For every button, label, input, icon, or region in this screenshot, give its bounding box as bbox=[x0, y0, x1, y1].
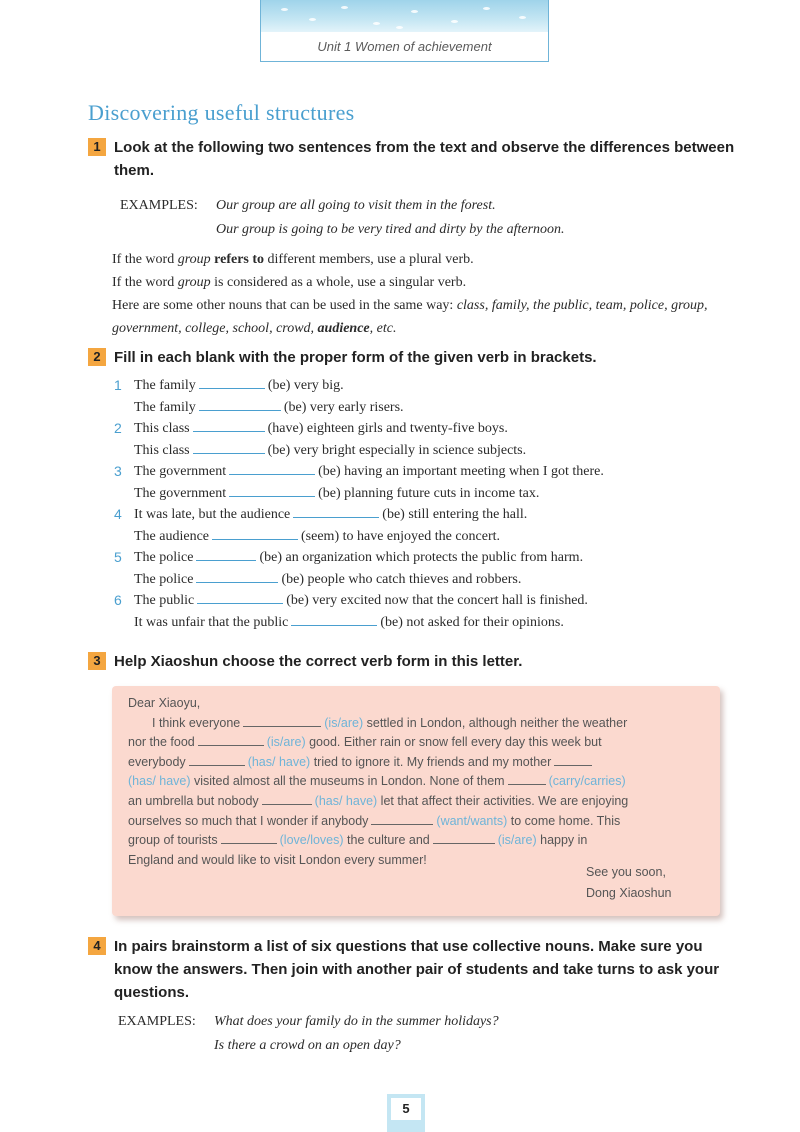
examples-label: EXAMPLES: bbox=[120, 198, 198, 213]
exercise-number: 2 bbox=[114, 420, 122, 436]
answer-blank[interactable] bbox=[199, 397, 281, 411]
text: audience bbox=[317, 321, 370, 336]
section-title: Discovering useful structures bbox=[88, 100, 355, 125]
answer-blank[interactable] bbox=[243, 715, 321, 727]
text: everybody bbox=[128, 754, 186, 769]
exercise-list bbox=[114, 375, 738, 633]
exercise-row bbox=[114, 590, 738, 612]
text: settled in London, although neither the weather bbox=[363, 715, 628, 730]
sentence-end: (be) very big. bbox=[267, 378, 344, 393]
text: Here are some other nouns that can be used in the same way: bbox=[112, 298, 457, 313]
exercise-number bbox=[114, 612, 134, 634]
text: an umbrella but nobody bbox=[128, 793, 259, 808]
verb-option: (want/wants) bbox=[436, 813, 508, 828]
page-number-box bbox=[387, 1094, 425, 1132]
sentence-end: (be) an organization which protects the public from harm. bbox=[259, 550, 584, 565]
sentence-start: It was unfair that the public bbox=[134, 614, 289, 630]
exercise-number: 3 bbox=[114, 463, 122, 479]
text: group of tourists bbox=[128, 833, 218, 848]
text: tried to ignore it. My friends and my mother bbox=[310, 754, 552, 769]
text: visited almost all the museums in London. None of them bbox=[190, 774, 505, 789]
text: let that affect their activities. We are enjoying bbox=[377, 793, 629, 808]
sentence-end: (seem) to have enjoyed the concert. bbox=[301, 528, 501, 544]
text: is considered as a whole, use a singular verb. bbox=[210, 275, 467, 290]
exercise-sentence bbox=[134, 547, 583, 569]
exercise-number bbox=[114, 569, 134, 591]
exercise-sentence bbox=[134, 526, 500, 548]
task-1 bbox=[88, 136, 738, 340]
text: good. Either rain or snow fell every day this week but bbox=[305, 735, 602, 750]
sentence-start: The family bbox=[134, 399, 196, 415]
exercise-sentence bbox=[134, 569, 521, 591]
sentence-start: The public bbox=[134, 593, 195, 608]
exercise-sentence bbox=[134, 461, 604, 483]
exercise-row bbox=[114, 526, 738, 548]
page-number: 5 bbox=[391, 1098, 421, 1120]
exercise-number bbox=[114, 440, 134, 462]
verb-option: (is/are) bbox=[497, 833, 537, 848]
text: the culture and bbox=[343, 833, 430, 848]
text: If the word bbox=[112, 275, 178, 290]
exercise-sentence bbox=[134, 397, 404, 419]
unit-title: Unit 1 Women of achievement bbox=[317, 39, 492, 54]
answer-blank[interactable] bbox=[196, 547, 256, 561]
sentence-start: This class bbox=[134, 421, 190, 436]
signature: Dong Xiaoshun bbox=[586, 886, 672, 900]
closing: See you soon, bbox=[586, 865, 666, 879]
exercise-number bbox=[114, 526, 134, 548]
letter-card bbox=[112, 686, 720, 916]
exercise-number bbox=[114, 483, 134, 505]
exercise-row bbox=[114, 375, 738, 397]
answer-blank[interactable] bbox=[229, 461, 315, 475]
exercise-row bbox=[114, 483, 738, 505]
text: class, family, the public, team, police, group, government, college, school, crowd, bbox=[112, 298, 708, 336]
sentence-end: (be) still entering the hall. bbox=[382, 507, 528, 522]
verb-option: (has/ have) bbox=[247, 754, 311, 769]
exercise-number bbox=[114, 397, 134, 419]
answer-blank[interactable] bbox=[196, 569, 278, 583]
unit-header bbox=[260, 0, 549, 62]
examples bbox=[118, 1010, 738, 1058]
sentence-start: It was late, but the audience bbox=[134, 507, 291, 522]
header-water-image bbox=[261, 0, 548, 32]
exercise-sentence bbox=[134, 440, 526, 462]
examples bbox=[120, 194, 738, 242]
answer-blank[interactable] bbox=[189, 754, 245, 766]
exercise-sentence bbox=[134, 590, 588, 612]
text: nor the food bbox=[128, 735, 195, 750]
text: I think everyone bbox=[152, 715, 241, 730]
text: to come home. This bbox=[507, 813, 621, 828]
text: different members, use a plural verb. bbox=[264, 252, 474, 267]
exercise-sentence bbox=[134, 418, 508, 440]
example-sentence: Is there a crowd on an open day? bbox=[214, 1038, 401, 1053]
text: happy in bbox=[536, 833, 588, 848]
answer-blank[interactable] bbox=[371, 813, 433, 825]
sentence-end: (be) very excited now that the concert hall is finished. bbox=[286, 593, 588, 608]
exercise-number: 5 bbox=[114, 549, 122, 565]
exercise-row bbox=[114, 612, 738, 634]
text: ourselves so much that I wonder if anybody bbox=[128, 813, 369, 828]
task-2 bbox=[88, 346, 738, 633]
verb-option: (is/are) bbox=[266, 735, 306, 750]
answer-blank[interactable] bbox=[198, 734, 264, 746]
sentence-start: The family bbox=[134, 378, 196, 393]
task-instruction: Help Xiaoshun choose the correct verb form in this letter. bbox=[114, 653, 523, 670]
exercise-row bbox=[114, 569, 738, 591]
exercise-sentence bbox=[134, 375, 344, 397]
exercise-row bbox=[114, 440, 738, 462]
task-3 bbox=[88, 650, 738, 673]
verb-option: (carry/carries) bbox=[548, 774, 626, 789]
letter-signoff bbox=[586, 862, 671, 904]
task-instruction: In pairs brainstorm a list of six questions that use collective nouns. Make sure you know the answers. Then join with another pair of students and take turns to ask your questions. bbox=[114, 938, 720, 1001]
exercise-sentence bbox=[134, 504, 527, 526]
sentence-start: The police bbox=[134, 550, 194, 565]
exercise-row bbox=[114, 397, 738, 419]
exercise-number: 4 bbox=[114, 506, 122, 522]
sentence-start: The government bbox=[134, 464, 227, 479]
example-sentence: Our group are all going to visit them in the forest. bbox=[216, 198, 496, 213]
answer-blank[interactable] bbox=[433, 832, 495, 844]
sentence-end: (be) having an important meeting when I got there. bbox=[318, 464, 604, 479]
answer-blank[interactable] bbox=[262, 793, 312, 805]
text: , etc. bbox=[369, 321, 397, 336]
answer-blank[interactable] bbox=[293, 504, 379, 518]
sentence-end: (be) very bright especially in science subjects. bbox=[267, 442, 527, 458]
sentence-end: (be) not asked for their opinions. bbox=[380, 614, 564, 630]
sentence-end: (be) people who catch thieves and robbers. bbox=[281, 571, 522, 587]
answer-blank[interactable] bbox=[199, 375, 265, 389]
task-4 bbox=[88, 935, 738, 1058]
task-number: 4 bbox=[88, 937, 106, 955]
text: If the word bbox=[112, 252, 178, 267]
exercise-number: 1 bbox=[114, 377, 122, 393]
text: refers to bbox=[214, 252, 265, 267]
text: group bbox=[177, 275, 211, 290]
verb-option: (love/loves) bbox=[279, 833, 344, 848]
answer-blank[interactable] bbox=[193, 440, 265, 454]
text: England and would like to visit London every summer! bbox=[128, 852, 427, 867]
exercise-row bbox=[114, 418, 738, 440]
answer-blank[interactable] bbox=[193, 418, 265, 432]
example-sentence: Our group is going to be very tired and dirty by the afternoon. bbox=[216, 222, 565, 237]
verb-option: (has/ have) bbox=[314, 793, 378, 808]
task-number: 3 bbox=[88, 652, 106, 670]
sentence-start: This class bbox=[134, 442, 190, 458]
sentence-start: The police bbox=[134, 571, 194, 587]
text: group bbox=[177, 252, 211, 267]
task-instruction: Look at the following two sentences from the text and observe the differences between them. bbox=[114, 139, 735, 179]
task-instruction: Fill in each blank with the proper form of the given verb in brackets. bbox=[114, 349, 597, 366]
exercise-number: 6 bbox=[114, 592, 122, 608]
explanation bbox=[112, 248, 738, 340]
answer-blank[interactable] bbox=[291, 612, 377, 626]
sentence-end: (be) very early risers. bbox=[283, 399, 404, 415]
verb-option: (is/are) bbox=[324, 715, 364, 730]
answer-blank[interactable] bbox=[197, 590, 283, 604]
exercise-row bbox=[114, 504, 738, 526]
examples-label: EXAMPLES: bbox=[118, 1014, 196, 1029]
answer-blank[interactable] bbox=[212, 526, 298, 540]
sentence-start: The audience bbox=[134, 528, 210, 544]
example-sentence: What does your family do in the summer holidays? bbox=[214, 1014, 499, 1029]
task-number: 2 bbox=[88, 348, 106, 366]
sentence-start: The government bbox=[134, 485, 227, 501]
sentence-end: (be) planning future cuts in income tax. bbox=[318, 485, 540, 501]
verb-option: (has/ have) bbox=[128, 774, 191, 789]
exercise-row bbox=[114, 461, 738, 483]
greeting: Dear Xiaoyu, bbox=[128, 696, 201, 710]
answer-blank[interactable] bbox=[508, 773, 546, 785]
sentence-end: (have) eighteen girls and twenty-five boys. bbox=[267, 421, 508, 436]
task-number: 1 bbox=[88, 138, 106, 156]
exercise-sentence bbox=[134, 483, 539, 505]
exercise-row bbox=[114, 547, 738, 569]
exercise-sentence bbox=[134, 612, 564, 634]
answer-blank[interactable] bbox=[221, 832, 277, 844]
answer-blank[interactable] bbox=[229, 483, 315, 497]
answer-blank[interactable] bbox=[554, 754, 592, 766]
